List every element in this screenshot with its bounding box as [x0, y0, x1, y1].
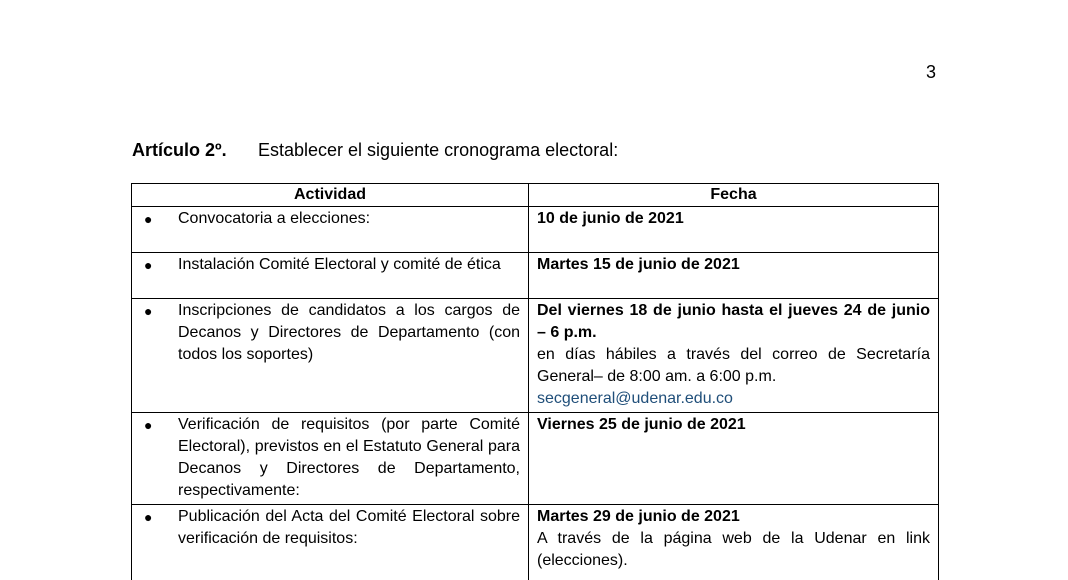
bullet-icon: ●: [144, 211, 153, 227]
table-row: [132, 207, 939, 253]
actividad-cell: [132, 207, 529, 253]
bullet-icon: ●: [144, 509, 153, 525]
actividad-cell: [132, 253, 529, 299]
email-link[interactable]: secgeneral@udenar.edu.co: [537, 390, 733, 407]
actividad-text: Inscripciones de candidatos a los cargos de Decanos y Directores de Departamento (con todos los soportes): [178, 302, 520, 363]
article-heading: [132, 140, 618, 161]
electoral-schedule-table: [131, 183, 939, 580]
page-number: 3: [926, 62, 937, 82]
fecha-bold: Martes 15 de junio de 2021: [537, 256, 740, 273]
bullet-icon: ●: [144, 303, 153, 319]
bullet-icon: ●: [144, 417, 153, 433]
fecha-cell: [529, 299, 939, 413]
bullet-icon: ●: [144, 257, 153, 273]
fecha-bold: Viernes 25 de junio de 2021: [537, 416, 746, 433]
actividad-text: Instalación Comité Electoral y comité de ética: [178, 256, 501, 273]
article-text: Establecer el siguiente cronograma electoral:: [258, 140, 619, 160]
fecha-cell: [529, 207, 939, 253]
article-label: Artículo 2º.: [132, 140, 227, 160]
fecha-cell: [529, 253, 939, 299]
fecha-bold: 10 de junio de 2021: [537, 210, 684, 227]
fecha-bold: Martes 29 de junio de 2021: [537, 508, 740, 525]
actividad-text: Publicación del Acta del Comité Electoral sobre verificación de requisitos:: [178, 508, 520, 547]
header-actividad: Actividad: [132, 184, 529, 207]
fecha-text: A través de la página web de la Udenar en link (elecciones).: [537, 530, 930, 569]
fecha-cell: [529, 505, 939, 580]
table-row: [132, 299, 939, 413]
table-header-row: [132, 184, 939, 207]
header-fecha: Fecha: [529, 184, 939, 207]
table-row: [132, 253, 939, 299]
table-row: [132, 505, 939, 580]
actividad-text: Verificación de requisitos (por parte Comité Electoral), previstos en el Estatuto General para Decanos y Directores de Departamento, respectivamente:: [178, 416, 520, 499]
fecha-text: en días hábiles a través del correo de Secretaría General– de 8:00 am. a 6:00 p.m.: [537, 346, 930, 385]
actividad-cell: [132, 299, 529, 413]
fecha-bold: Del viernes 18 de junio hasta el jueves 24 de junio – 6 p.m.: [537, 302, 930, 341]
table-row: [132, 413, 939, 505]
fecha-cell: [529, 413, 939, 505]
actividad-cell: [132, 413, 529, 505]
actividad-cell: [132, 505, 529, 580]
actividad-text: Convocatoria a elecciones:: [178, 210, 371, 227]
